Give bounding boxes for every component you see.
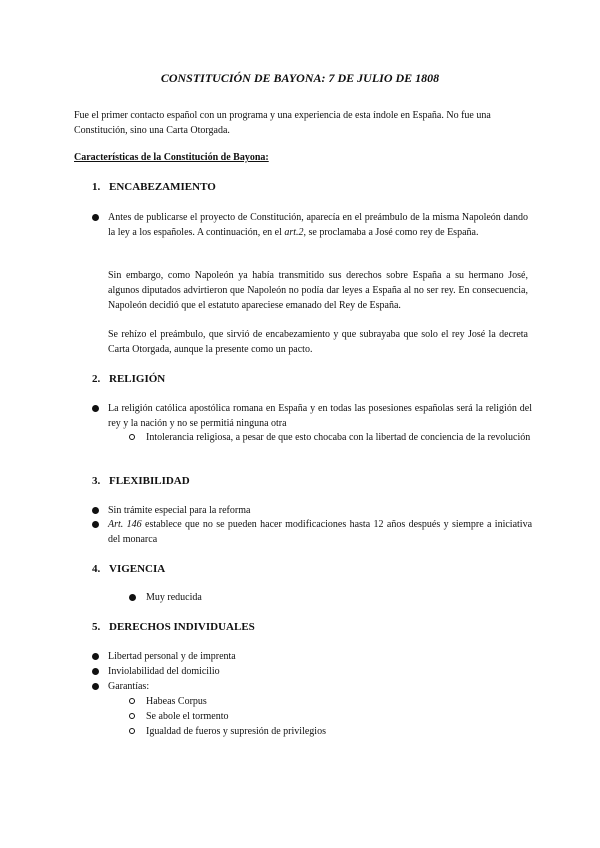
bullet-icon <box>92 405 99 412</box>
circle-bullet-icon <box>129 434 135 440</box>
article-reference: art.2 <box>284 227 304 238</box>
bullet-icon <box>92 653 99 660</box>
heading-text: FLEXIBILIDAD <box>109 475 190 487</box>
flexibilidad-bullet-1: Sin trámite especial para la reforma <box>108 505 251 516</box>
heading-number: 1. <box>92 181 101 193</box>
heading-text: VIGENCIA <box>109 563 166 575</box>
heading-number: 4. <box>92 563 101 575</box>
garantias-sub-bullet-1: Habeas Corpus <box>146 696 207 707</box>
derechos-bullet-3: Garantías: <box>108 681 150 692</box>
bullet-icon <box>129 594 136 601</box>
heading-number: 3. <box>92 475 101 487</box>
heading-number: 5. <box>92 621 101 633</box>
encabezamiento-paragraph-2: Sin embargo, como Napoleón ya había transmitido sus derechos sobre España a su hermano José, algunos diputados advirtieron que Napoleón no podía dar leyes a España al no ser rey. En consecuencia, Napoleón decidió que el estatuto apareciese emanado del Rey de España. <box>108 270 528 311</box>
encabezamiento-paragraph-1: Antes de publicarse el proyecto de Constitución, aparecía en el preámbulo de la misma Napoleón dando la ley a los españoles. A continuación, en el art.2, se proclamaba a José como rey de España. <box>108 212 528 238</box>
heading-derechos-individuales <box>92 620 255 635</box>
religion-sub-bullet: Intolerancia religiosa, a pesar de que esto chocaba con la libertad de conciencia de la revolución <box>146 432 531 443</box>
heading-flexibilidad <box>92 474 190 489</box>
circle-bullet-icon <box>129 713 135 719</box>
derechos-bullet-2: Inviolabilidad del domicilio <box>108 666 220 677</box>
heading-text: DERECHOS INDIVIDUALES <box>109 621 255 633</box>
document-title: CONSTITUCIÓN DE BAYONA: 7 DE JULIO DE 1808 <box>160 71 440 85</box>
flexibilidad-bullet-2: Art. 146 establece que no se pueden hacer modificaciones hasta 12 años después y siempre a iniciativa del monarca <box>108 519 533 545</box>
heading-vigencia <box>92 562 165 577</box>
heading-number: 2. <box>92 373 101 385</box>
derechos-bullet-1: Libertad personal y de imprenta <box>108 651 236 662</box>
bullet-icon <box>92 521 99 528</box>
circle-bullet-icon <box>129 728 135 734</box>
article-reference: Art. 146 <box>108 519 142 530</box>
bullet-icon <box>92 507 99 514</box>
circle-bullet-icon <box>129 698 135 704</box>
encabezamiento-paragraph-3: Se rehízo el preámbulo, que sirvió de encabezamiento y que subrayaba que solo el rey José la decreta Carta Otorgada, aunque la presente como un pacto. <box>108 329 528 355</box>
heading-text: ENCABEZAMIENTO <box>109 181 216 193</box>
intro-paragraph: Fue el primer contacto español con un programa y una experiencia de esta índole en España. No fue una Constitución, sino una Carta Otorgada. <box>74 110 491 136</box>
heading-text: RELIGIÓN <box>109 373 166 385</box>
vigencia-bullet: Muy reducida <box>146 592 202 603</box>
religion-bullet: La religión católica apostólica romana en España y en todas las posesiones españolas será la religión del rey y la nación y no se permitiá ninguna otra <box>108 403 532 429</box>
section-subtitle: Características de la Constitución de Bayona: <box>74 152 269 163</box>
heading-encabezamiento <box>92 180 216 195</box>
bullet-icon <box>92 668 99 675</box>
garantias-sub-bullet-2: Se abole el tormento <box>146 711 229 722</box>
garantias-sub-bullet-3: Igualdad de fueros y supresión de privilegios <box>146 726 326 737</box>
bullet-icon <box>92 683 99 690</box>
heading-religion <box>92 372 165 387</box>
bullet-icon <box>92 214 99 221</box>
